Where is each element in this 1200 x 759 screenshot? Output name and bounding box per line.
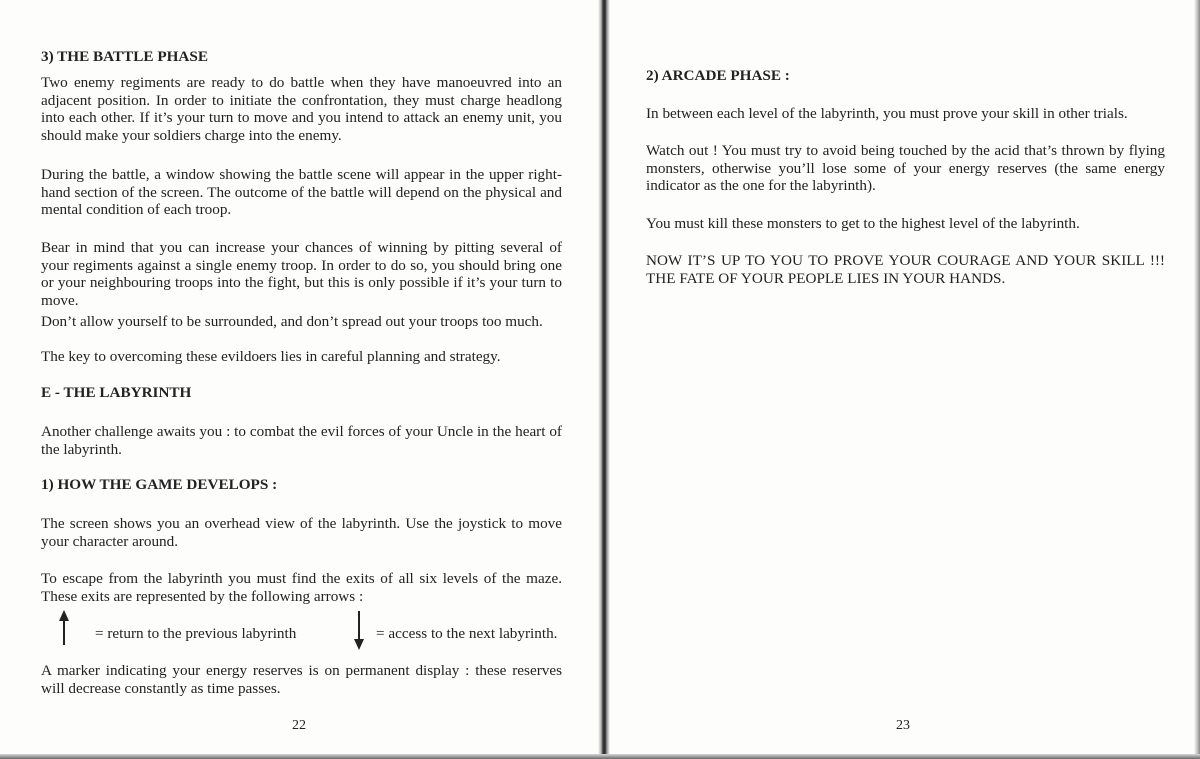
battle-paragraph-4: Don’t allow yourself to be surrounded, and don’t spread out your troops too much. bbox=[41, 313, 543, 330]
battle-phase-heading: 3) THE BATTLE PHASE bbox=[41, 48, 208, 65]
arrow-down-icon bbox=[353, 609, 365, 651]
battle-paragraph-1: Two enemy regiments are ready to do battle when they have manoeuvred into an adjacent position. In order to initiate the confrontation, they must charge headlong into each other. If it’s your turn to move and you intend to attack an enemy unit, you should make your soldiers charge into the enemy. bbox=[41, 74, 562, 144]
arcade-phase-heading: 2) ARCADE PHASE : bbox=[646, 67, 790, 84]
labyrinth-heading: E - THE LABYRINTH bbox=[41, 384, 192, 401]
arrow-up-icon bbox=[58, 609, 70, 647]
exit-arrows-legend bbox=[41, 609, 562, 649]
arcade-paragraph-1: In between each level of the labyrinth, you must prove your skill in other trials. bbox=[646, 105, 1128, 122]
page-edge-right bbox=[1194, 0, 1200, 759]
arcade-paragraph-2: Watch out ! You must try to avoid being touched by the acid that’s thrown by flying monsters, otherwise you’ll lose some of your energy reserves (the same energy indicator as the one for the labyrinth). bbox=[646, 142, 1165, 195]
labyrinth-paragraph-1: Another challenge awaits you : to combat the evil forces of your Uncle in the heart of the labyrinth. bbox=[41, 423, 562, 458]
arrow-down-label: = access to the next labyrinth. bbox=[376, 625, 558, 642]
battle-paragraph-2: During the battle, a window showing the battle scene will appear in the upper right-hand section of the screen. The outcome of the battle will depend on the physical and mental condition of each troop. bbox=[41, 166, 562, 219]
right-page bbox=[607, 0, 1200, 759]
battle-paragraph-3: Bear in mind that you can increase your chances of winning by pitting several of your regiments against a single enemy troop. In order to do so, you should bring one or your neighbouring troops into the fight, but this is only possible if it’s your turn to move. bbox=[41, 239, 562, 309]
closing-message: NOW IT’S UP TO YOU TO PROVE YOUR COURAGE AND YOUR SKILL !!! THE FATE OF YOUR PEOPLE LIES IN YOUR HANDS. bbox=[646, 252, 1165, 287]
page-edge-bottom bbox=[0, 754, 1200, 759]
game-develops-paragraph-2: To escape from the labyrinth you must find the exits of all six levels of the maze. These exits are represented by the following arrows : bbox=[41, 570, 562, 605]
game-develops-paragraph-3: A marker indicating your energy reserves is on permanent display : these reserves will decrease constantly as time passes. bbox=[41, 662, 562, 697]
arrow-up-label: = return to the previous labyrinth bbox=[95, 625, 297, 642]
arcade-paragraph-3: You must kill these monsters to get to the highest level of the labyrinth. bbox=[646, 215, 1080, 232]
game-develops-heading: 1) HOW THE GAME DEVELOPS : bbox=[41, 476, 278, 493]
game-develops-paragraph-1: The screen shows you an overhead view of the labyrinth. Use the joystick to move your character around. bbox=[41, 515, 562, 550]
page-number-right: 23 bbox=[896, 718, 910, 733]
battle-paragraph-5: The key to overcoming these evildoers lies in careful planning and strategy. bbox=[41, 348, 501, 365]
page-number-left: 22 bbox=[292, 718, 306, 733]
